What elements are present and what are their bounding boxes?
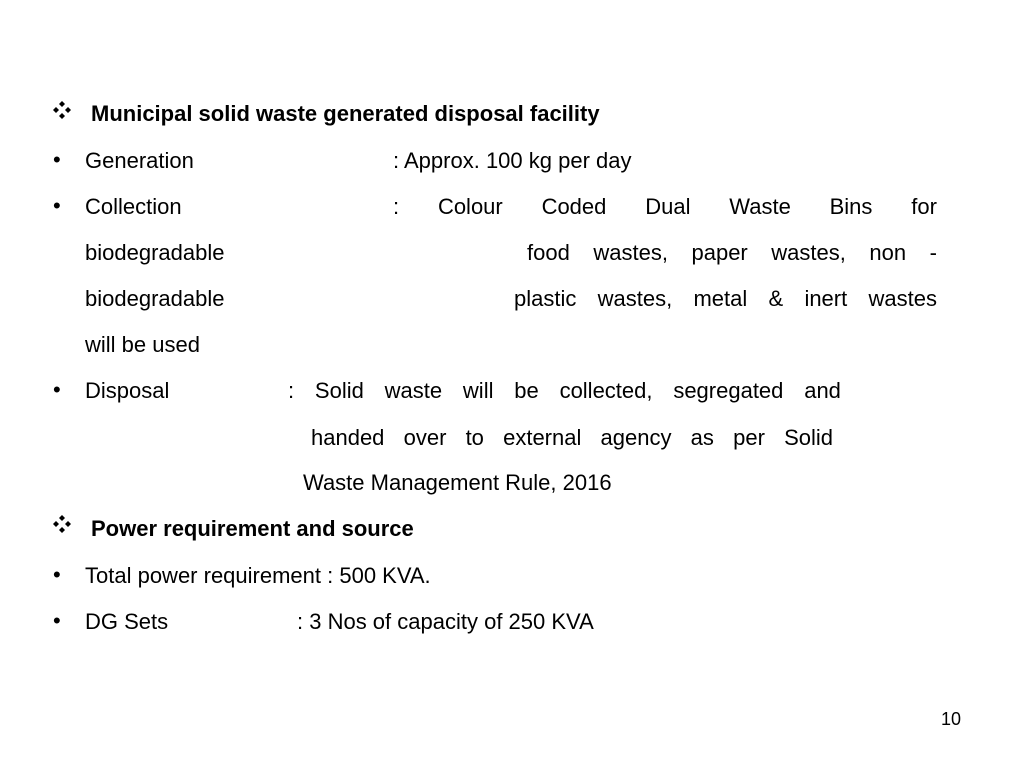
disposal-word: collected, [559, 378, 653, 403]
disposal-word: Solid [784, 425, 833, 450]
disposal-word: handed [311, 425, 385, 450]
total-power-text: Total power requirement : 500 KVA. [85, 563, 431, 588]
collection-word: inert [804, 286, 848, 311]
disposal-row-1 [288, 378, 841, 404]
page-number: 10 [941, 709, 962, 729]
collection-word: for [911, 194, 937, 219]
disposal-word: : [288, 378, 295, 403]
collection-word: wastes, [593, 240, 668, 265]
collection-word: Bins [829, 194, 873, 219]
collection-word: metal [693, 286, 748, 311]
disposal-word: segregated [673, 378, 784, 403]
collection-word: wastes [868, 286, 937, 311]
disposal-word: as [690, 425, 714, 450]
disposal-word: external [503, 425, 582, 450]
collection-row-3-left: biodegradable [85, 286, 225, 311]
collection-row-4: will be used [85, 332, 200, 357]
collection-word: & [768, 286, 784, 311]
collection-row-2 [527, 240, 937, 266]
section-heading-waste: Municipal solid waste generated disposal facility [91, 101, 600, 126]
disposal-word: will [462, 378, 494, 403]
disposal-word: agency [600, 425, 672, 450]
collection-row-3 [514, 286, 937, 312]
disposal-word: and [804, 378, 841, 403]
bullet-icon: • [53, 147, 61, 172]
disposal-label: Disposal [85, 378, 170, 403]
collection-word: Waste [729, 194, 791, 219]
bullet-icon: • [53, 377, 61, 402]
generation-value: : Approx. 100 kg per day [393, 148, 632, 173]
disposal-word: per [733, 425, 765, 450]
bullet-icon: • [53, 193, 61, 218]
bullet-icon: • [53, 562, 61, 587]
dg-sets-label: DG Sets [85, 609, 169, 634]
disposal-row-3: Waste Management Rule, 2016 [303, 470, 612, 495]
collection-row-1 [393, 194, 937, 220]
collection-word: Dual [645, 194, 691, 219]
diamond-bullet-icon [52, 100, 72, 120]
collection-word: : [393, 194, 400, 219]
collection-word: Colour [437, 194, 503, 219]
collection-word: plastic [514, 286, 577, 311]
disposal-word: over [403, 425, 447, 450]
collection-word: wastes, [597, 286, 673, 311]
bullet-icon: • [53, 608, 61, 633]
collection-word: food [527, 240, 570, 265]
disposal-word: Solid [314, 378, 364, 403]
disposal-word: waste [384, 378, 443, 403]
collection-word: Coded [541, 194, 607, 219]
disposal-word: be [514, 378, 539, 403]
collection-row-2-left: biodegradable [85, 240, 225, 265]
diamond-bullet-icon [52, 514, 72, 534]
collection-word: - [929, 240, 937, 265]
collection-label: Collection [85, 194, 182, 219]
disposal-row-2 [311, 425, 833, 451]
collection-word: non [869, 240, 907, 265]
section-heading-power: Power requirement and source [91, 516, 414, 541]
generation-label: Generation [85, 148, 194, 173]
collection-word: wastes, [771, 240, 846, 265]
dg-sets-value: : 3 Nos of capacity of 250 KVA [297, 609, 594, 634]
disposal-word: to [465, 425, 484, 450]
collection-word: paper [691, 240, 748, 265]
